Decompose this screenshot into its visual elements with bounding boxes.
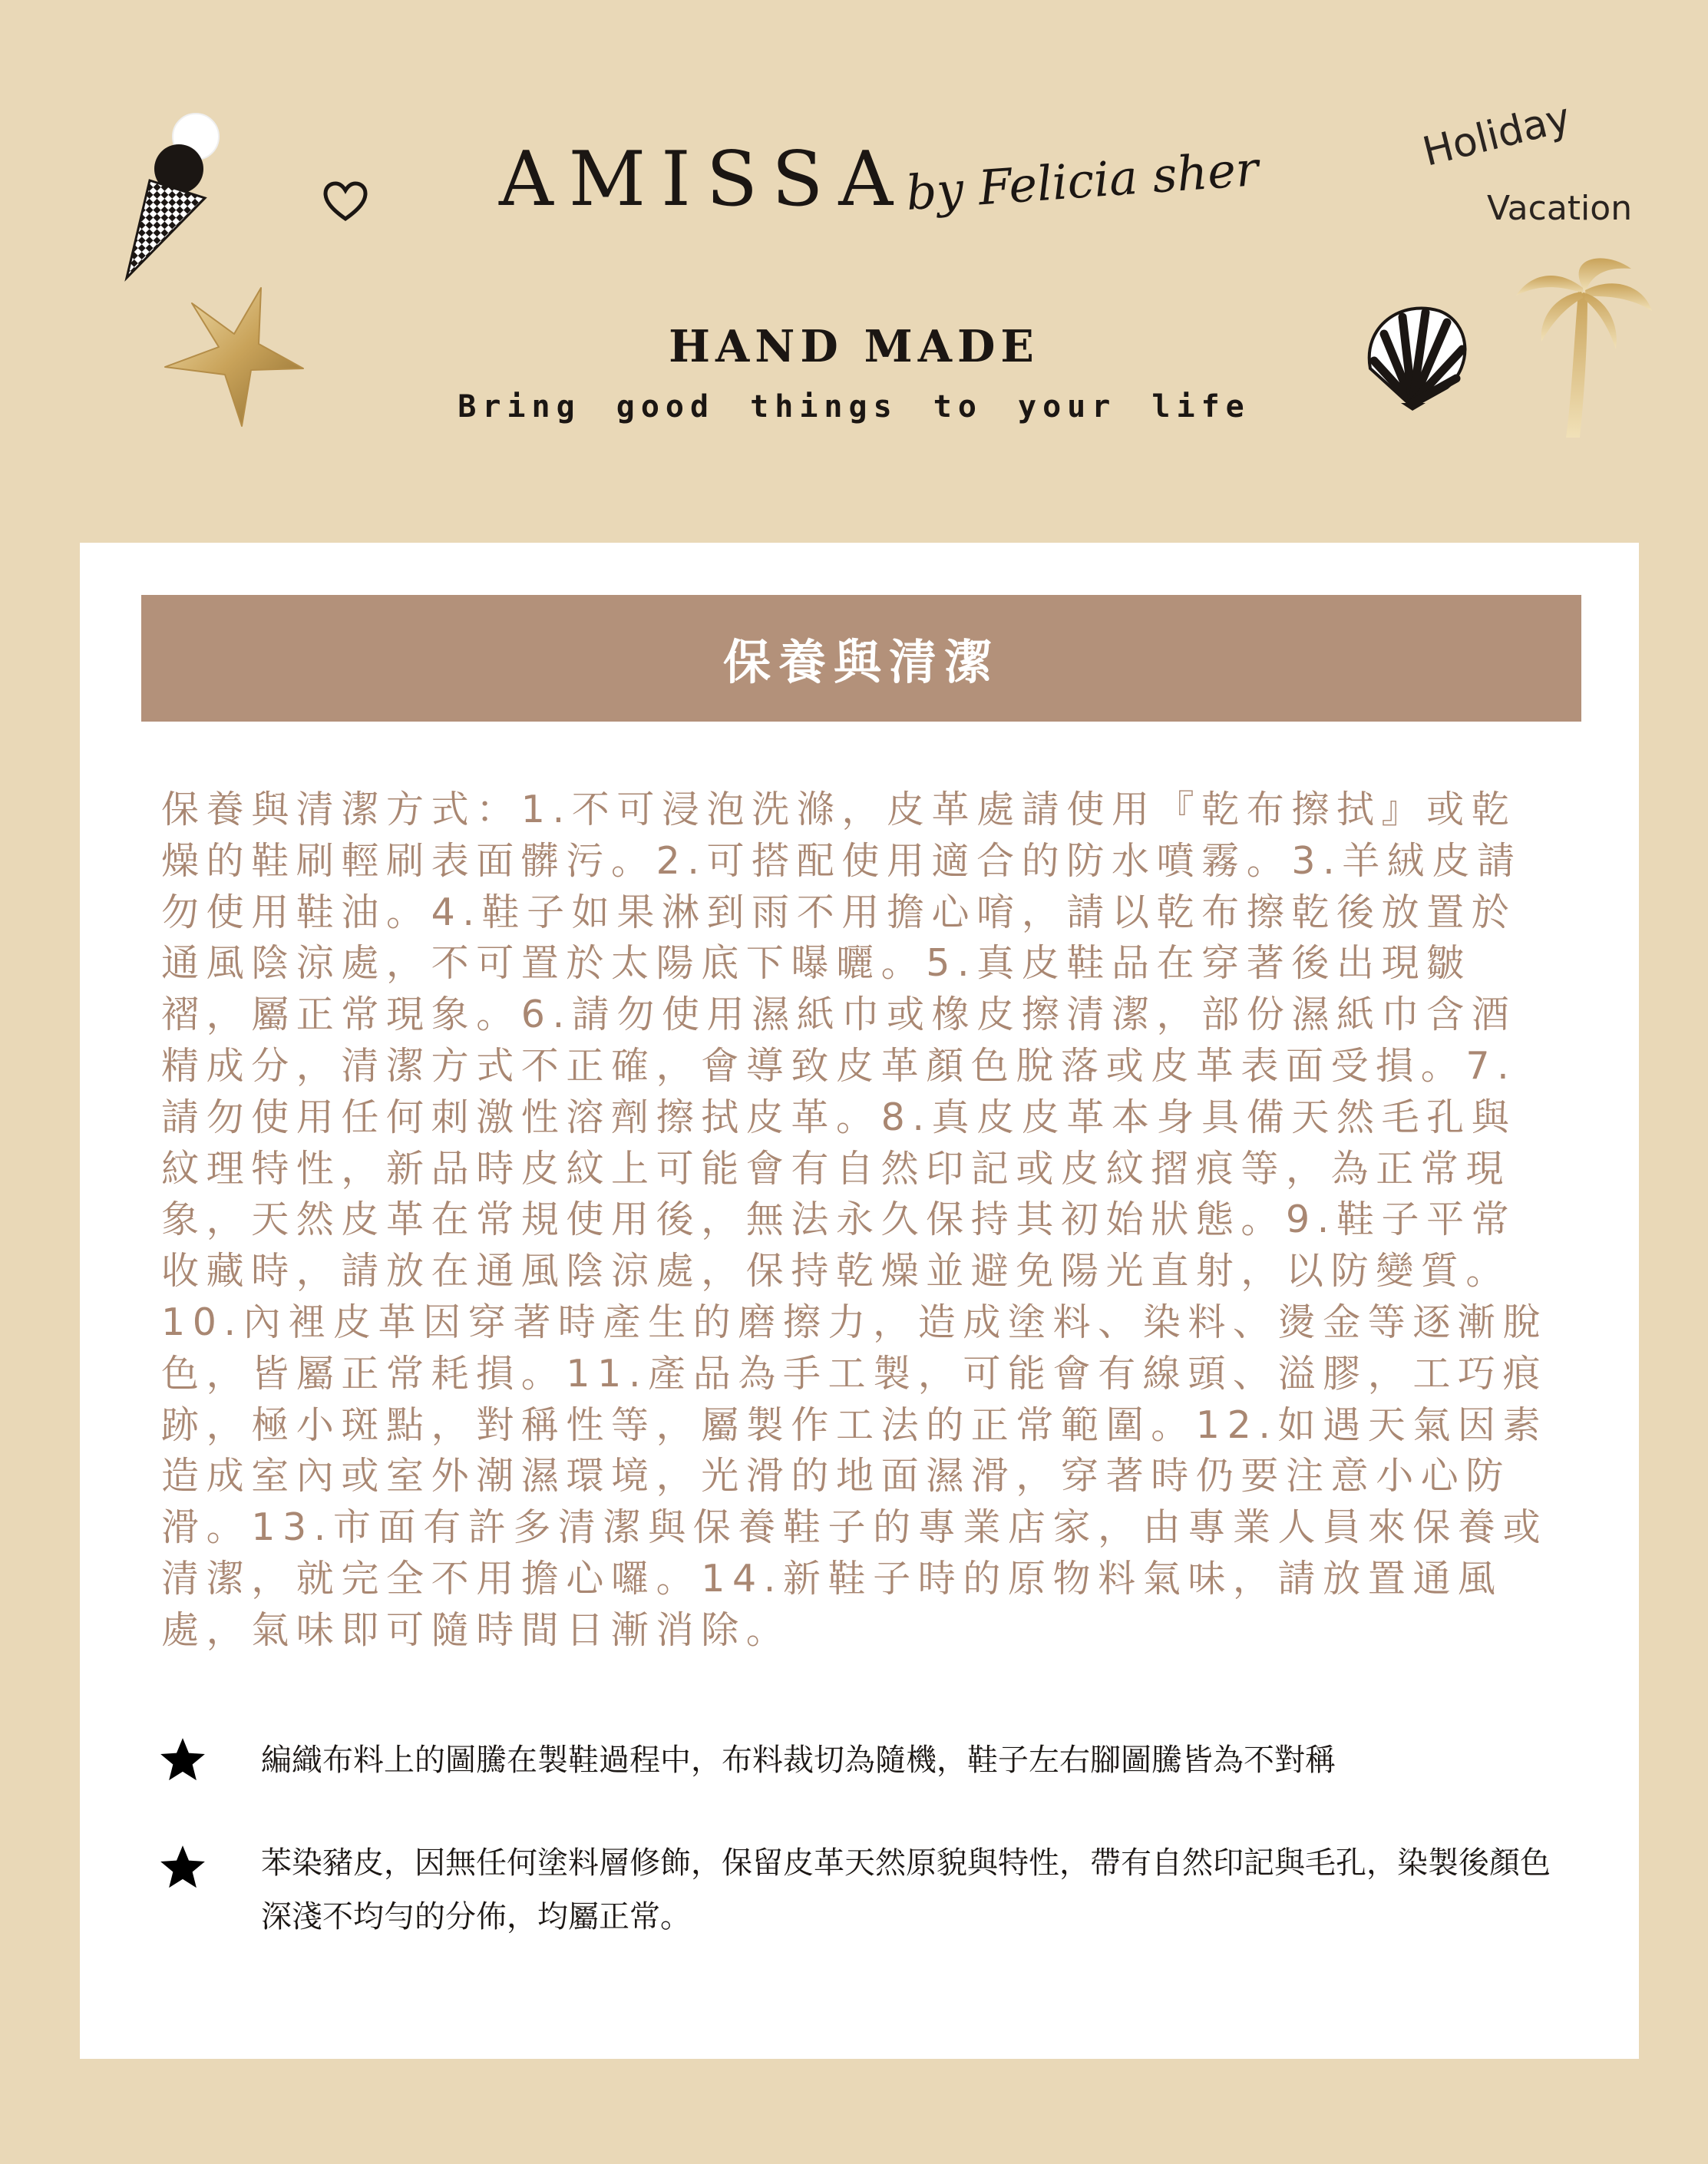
ice-cream-icon	[119, 107, 226, 284]
hand-made-heading: HAND MADE	[669, 321, 1039, 372]
heart-icon	[322, 180, 368, 223]
black-star-icon	[157, 1842, 208, 1893]
note-item: 編織布料上的圖騰在製鞋過程中，布料裁切為隨機，鞋子左右腳圖騰皆為不對稱	[261, 1743, 1336, 1778]
holiday-text: Holiday	[1418, 94, 1575, 176]
note-item: 苯染豬皮，因無任何塗料層修飾，保留皮革天然原貌與特性，帶有自然印記與毛孔，染製後顏色深淺不均勻的分佈，均屬正常。	[261, 1845, 1551, 1934]
brand-logo: AMISSA	[499, 136, 909, 223]
slogan-text: Bring good things to your life	[458, 389, 1250, 425]
care-instructions-text: 保養與清潔方式：1.不可浸泡洗滌，皮革處請使用『乾布擦拭』或乾燥的鞋刷輕刷表面髒污。2.可搭配使用適合的防水噴霧。3.羊絨皮請勿使用鞋油。4.鞋子如果淋到雨不用擔心唷，請以乾布擦乾後放置於通風陰涼處，不可置於太陽底下曝曬。5.真皮鞋品在穿著後出現皺褶，屬正常現象。6.請勿使用濕紙巾或橡皮擦清潔，部份濕紙巾含酒精成分，清潔方式不正確，會導致皮革顏色脫落或皮革表面受損。7.請勿使用任何刺激性溶劑擦拭皮革。8.真皮皮革本身具備天然毛孔與紋理特性，新品時皮紋上可能會有自然印記或皮紋摺痕等，為正常現象，天然皮革在常規使用後，無法永久保持其初始狀態。9.鞋子平常收藏時，請放在通風陰涼處，保持乾燥並避免陽光直射，以防變質。10.內裡皮革因穿著時產生的磨擦力，造成塗料、染料、燙金等逐漸脫色，皆屬正常耗損。11.產品為手工製，可能會有線頭、溢膠，工巧痕跡，極小斑點，對稱性等，屬製作工法的正常範圍。12.如遇天氣因素造成室內或室外潮濕環境，光滑的地面濕滑，穿著時仍要注意小心防滑。13.市面有許多清潔與保養鞋子的專業店家，由專業人員來保養或清潔，就完全不用擔心囉。14.新鞋子時的原物料氣味，請放置通風處，氣味即可隨時間日漸消除。	[161, 788, 1548, 1652]
section-title: 保養與清潔	[722, 634, 999, 690]
section-header	[141, 595, 1581, 722]
vacation-text: Vacation	[1487, 189, 1633, 228]
brand-byline: by Felicia sher	[904, 140, 1260, 221]
black-star-icon	[157, 1735, 208, 1786]
